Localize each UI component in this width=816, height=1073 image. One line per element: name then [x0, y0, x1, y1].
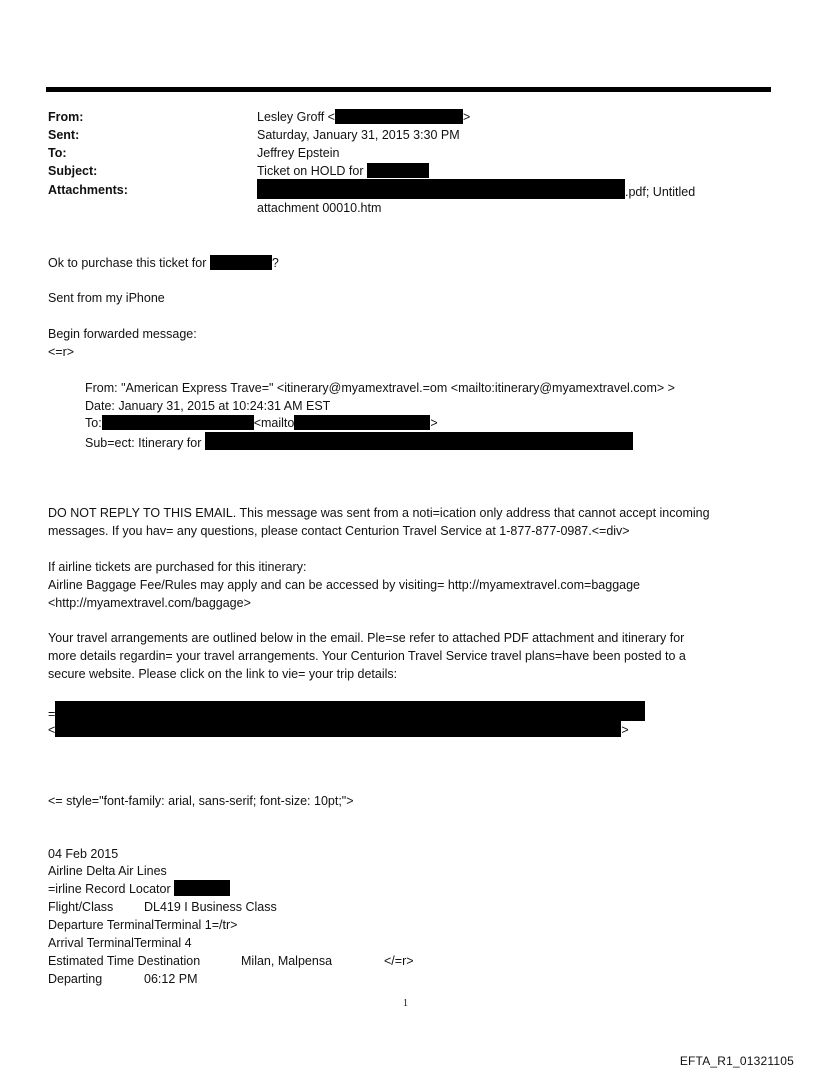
redaction-bar — [205, 432, 633, 450]
to-label: To: — [48, 146, 67, 160]
airline-line-3: <http://myamextravel.com/baggage> — [48, 596, 251, 610]
redaction-bar — [210, 255, 272, 270]
airline-line-2: Airline Baggage Fee/Rules may apply and can be accessed by visiting= http://myamextravel.com=baggage — [48, 578, 640, 592]
br-tag-line: <=r> — [48, 345, 75, 359]
attachments-label: Attachments: — [48, 183, 128, 197]
page-number: 1 — [403, 998, 408, 1009]
redaction-bar — [335, 109, 463, 124]
subject-value: Ticket on HOLD for — [257, 162, 429, 180]
redaction-bar — [102, 415, 254, 430]
trip-link-line-1: = — [48, 701, 645, 723]
airline-line-1: If airline tickets are purchased for this itinerary: — [48, 560, 307, 574]
itinerary-departure-terminal: Departure TerminalTerminal 1=/tr> — [48, 918, 238, 932]
do-not-reply-line-1: DO NOT REPLY TO THIS EMAIL. This message was sent from a noti=ication only address that cannot accept incoming — [48, 506, 710, 520]
redaction-bar — [257, 179, 625, 199]
redaction-bar — [367, 163, 429, 178]
begin-forwarded: Begin forwarded message: — [48, 327, 197, 341]
subject-label: Subject: — [48, 164, 98, 178]
style-tag-line: <= style="font-family: arial, sans-serif; font-size: 10pt;"> — [48, 794, 354, 808]
sent-label: Sent: — [48, 128, 80, 142]
travel-line-3: secure website. Please click on the link to vie= your trip details: — [48, 667, 398, 681]
itinerary-est-destination: Estimated Time Destination Milan, Malpensa </=r> — [48, 954, 414, 968]
do-not-reply-line-2: messages. If you hav= any questions, please contact Centurion Travel Service at 1-877-877-0987.<=div> — [48, 524, 630, 538]
itinerary-flight: Flight/Class DL419 I Business Class — [48, 900, 277, 914]
fwd-to-line: To: <mailto > — [85, 416, 438, 430]
redaction-bar — [174, 880, 230, 896]
from-value: Lesley Groff < > — [257, 110, 471, 124]
from-label: From: — [48, 110, 84, 124]
redaction-bar — [294, 415, 430, 430]
itinerary-airline: Airline Delta Air Lines — [48, 864, 167, 878]
itinerary-departing: Departing 06:12 PM — [48, 972, 198, 986]
ok-line: Ok to purchase this ticket for ? — [48, 256, 279, 270]
header-rule — [46, 87, 771, 92]
fwd-from-line: From: "American Express Trave=" <itinerary@myamextravel.=om <mailto:itinerary@myamextravel.com> > — [85, 381, 675, 395]
sent-from-line: Sent from my iPhone — [48, 291, 165, 305]
sent-value: Saturday, January 31, 2015 3:30 PM — [257, 128, 460, 142]
fwd-subject-line: Sub=ect: Itinerary for — [85, 432, 633, 452]
travel-line-1: Your travel arrangements are outlined below in the email. Ple=se refer to attached PDF attachment and itinerary for — [48, 631, 685, 645]
to-value: Jeffrey Epstein — [257, 146, 340, 160]
itinerary-arrival-terminal: Arrival TerminalTerminal 4 — [48, 936, 192, 950]
attachments-value: .pdf; Untitled — [257, 179, 695, 201]
redaction-bar — [55, 701, 645, 721]
trip-link-line-2: < > — [48, 719, 629, 739]
itinerary-date: 04 Feb 2015 — [48, 847, 119, 861]
attachments-value-line2: attachment 00010.htm — [257, 201, 382, 215]
redaction-bar — [55, 719, 621, 737]
bates-number: EFTA_R1_01321105 — [679, 1054, 794, 1068]
fwd-date-line: Date: January 31, 2015 at 10:24:31 AM EST — [85, 399, 331, 413]
travel-line-2: more details regardin= your travel arrangements. Your Centurion Travel Service travel plans=have been posted to a — [48, 649, 686, 663]
itinerary-record-locator: =irline Record Locator — [48, 880, 230, 898]
